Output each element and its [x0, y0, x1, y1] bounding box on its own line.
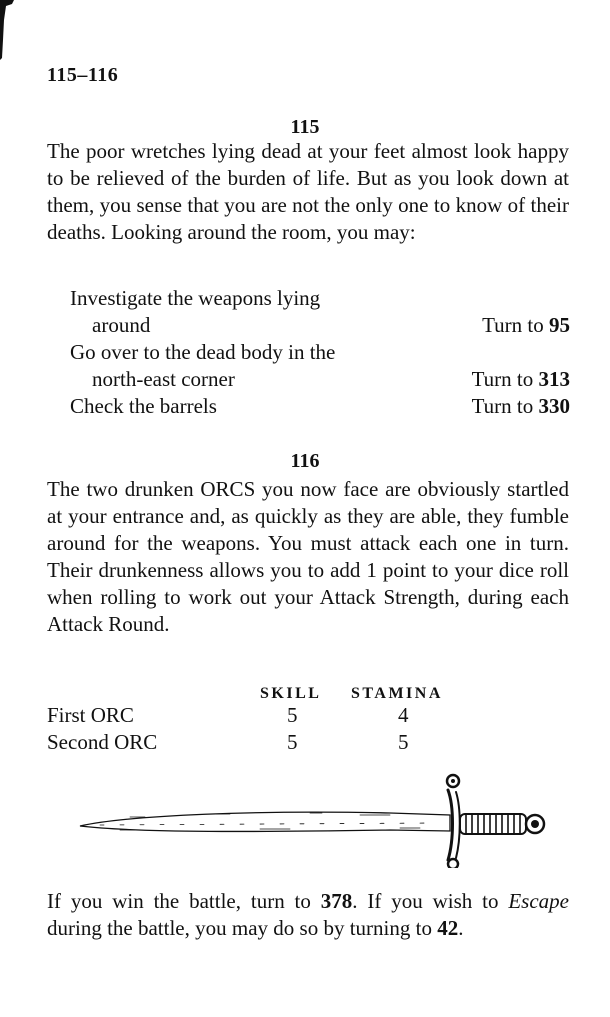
choice-turn[interactable]: Turn to 313 [471, 367, 570, 391]
page-header: 115–116 [47, 64, 119, 86]
choice-item[interactable] [70, 285, 570, 339]
enemy-name: First ORC [47, 703, 134, 727]
sword-icon [60, 768, 560, 868]
choice-item[interactable] [70, 339, 570, 393]
page-edge-mark [0, 0, 16, 60]
turn-number: 330 [538, 394, 570, 418]
enemy-skill: 5 [287, 730, 298, 754]
stat-row [47, 702, 477, 729]
stamina-header: STAMINA [351, 685, 443, 702]
stats-header [47, 676, 477, 702]
choice-item[interactable] [70, 393, 570, 420]
turn-number-win[interactable]: 378 [320, 889, 353, 913]
choice-text-cont: north-east corner [92, 367, 235, 391]
turn-number: 95 [549, 313, 570, 337]
choice-text: Check the barrels [70, 394, 217, 418]
choice-turn[interactable]: Turn to 330 [471, 394, 570, 418]
section-number-115: 115 [290, 116, 320, 138]
turn-number-escape[interactable]: 42 [437, 916, 459, 940]
skill-header: SKILL [260, 685, 322, 702]
escape-word: Escape [508, 889, 569, 913]
choice-text-cont: around [92, 313, 151, 337]
enemy-stamina: 4 [398, 703, 409, 727]
enemy-name: Second ORC [47, 730, 158, 754]
enemy-stamina: 5 [398, 730, 409, 754]
enemy-skill: 5 [287, 703, 298, 727]
section-115-text: The poor wretches lying dead at your feet almost look happy to be relieved of the burden of life. But as you look down at them, you sense that you are not the only one to know of their deaths. Looking around the room, you may: [47, 139, 569, 244]
stat-row [47, 729, 477, 756]
choice-text: Go over to the dead body in the [70, 340, 336, 364]
choice-turn[interactable]: Turn to 95 [482, 313, 570, 337]
section-number-116: 116 [290, 450, 320, 472]
enemy-stats-table [47, 676, 477, 756]
closing-text: If you win the battle, turn to 378. If you wish to Escape during the battle, you may do so by turning to 42. [47, 889, 569, 940]
choice-text: Investigate the weapons lying [70, 286, 321, 310]
choice-list [70, 285, 570, 420]
section-116-text: The two drunken ORCS you now face are obviously startled at your entrance and, as quickly as they are able, they fumble around for the weapons. You must attack each one in turn. Their drunkenness allows you to add 1 point to your dice roll when rolling to work out your Attack Strength, during each Attack Round. [47, 477, 569, 636]
turn-number: 313 [538, 367, 570, 391]
